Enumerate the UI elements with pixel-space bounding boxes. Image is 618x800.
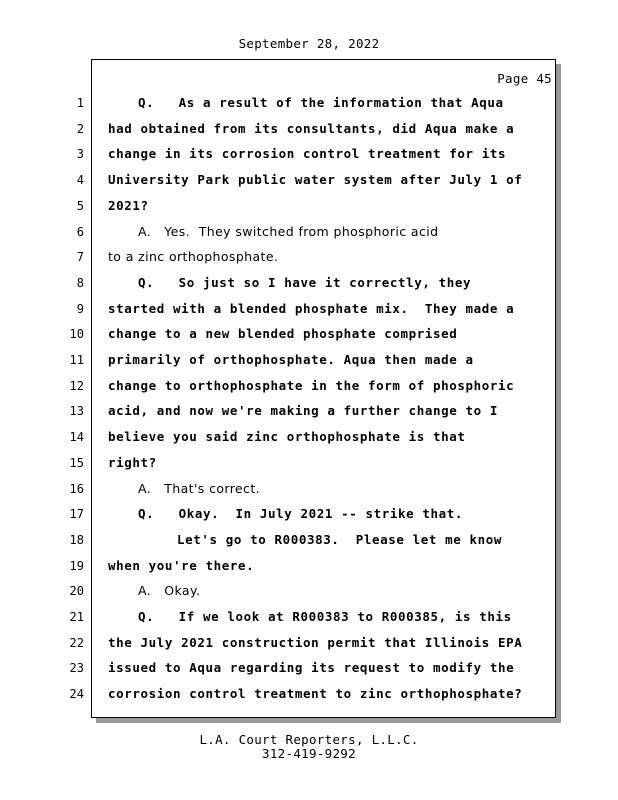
line-number: 2 [76,122,84,136]
line-number: 22 [69,636,84,650]
line-text: Q. As a result of the information that Aqua [138,95,504,110]
line-number: 5 [76,199,84,213]
line-text: when you're there. [108,558,255,573]
line-text: Let's go to R000383. Please let me know [177,532,503,547]
line-number: 19 [69,559,84,573]
line-text: change in its corrosion control treatment for its [108,146,507,161]
line-text: acid, and now we're making a further change to I [108,403,499,418]
line-text: A. That's correct. [138,481,261,496]
line-number: 21 [69,610,84,624]
line-text: corrosion control treatment to zinc orthophosphate? [108,686,523,701]
line-number: 15 [69,456,84,470]
line-number: 14 [69,430,84,444]
line-text: to a zinc orthophosphate. [108,249,279,264]
line-text: Q. So just so I have it correctly, they [138,275,472,290]
line-number: 9 [76,302,84,316]
line-text: the July 2021 construction permit that Illinois EPA [108,635,523,650]
line-number: 6 [76,225,84,239]
line-text: A. Okay. [138,583,201,598]
line-number: 4 [76,173,84,187]
line-text: change to orthophosphate in the form of phosphoric [108,378,515,393]
footer-company: L.A. Court Reporters, L.L.C. [199,732,419,747]
line-number: 23 [69,661,84,675]
line-number: 12 [69,379,84,393]
line-text: started with a blended phosphate mix. They made a [108,301,515,316]
line-text: A. Yes. They switched from phosphoric acid [138,224,439,239]
line-text: had obtained from its consultants, did Aqua make a [108,121,515,136]
line-number: 13 [69,404,84,418]
page-number: Page 45 [497,71,552,86]
line-number: 7 [76,250,84,264]
line-number: 18 [69,533,84,547]
line-text: Q. Okay. In July 2021 -- strike that. [138,506,464,521]
transcript-date: September 28, 2022 [238,36,380,51]
line-text: issued to Aqua regarding its request to modify the [108,660,515,675]
line-number: 24 [69,687,84,701]
line-text: right? [108,455,157,470]
line-text: believe you said zinc orthophosphate is that [108,429,466,444]
line-number: 3 [76,147,84,161]
line-text: primarily of orthophosphate. Aqua then made a [108,352,474,367]
footer-phone: 312-419-9292 [262,746,356,761]
line-number: 20 [69,584,84,598]
line-number: 8 [76,276,84,290]
line-text: University Park public water system after July 1 of [108,172,523,187]
line-number: 1 [76,96,84,110]
line-number: 11 [69,353,84,367]
line-text: 2021? [108,198,149,213]
line-number: 17 [69,507,84,521]
line-number: 16 [69,482,84,496]
line-text: Q. If we look at R000383 to R000385, is this [138,609,512,624]
line-number: 10 [69,327,84,341]
line-text: change to a new blended phosphate comprised [108,326,458,341]
